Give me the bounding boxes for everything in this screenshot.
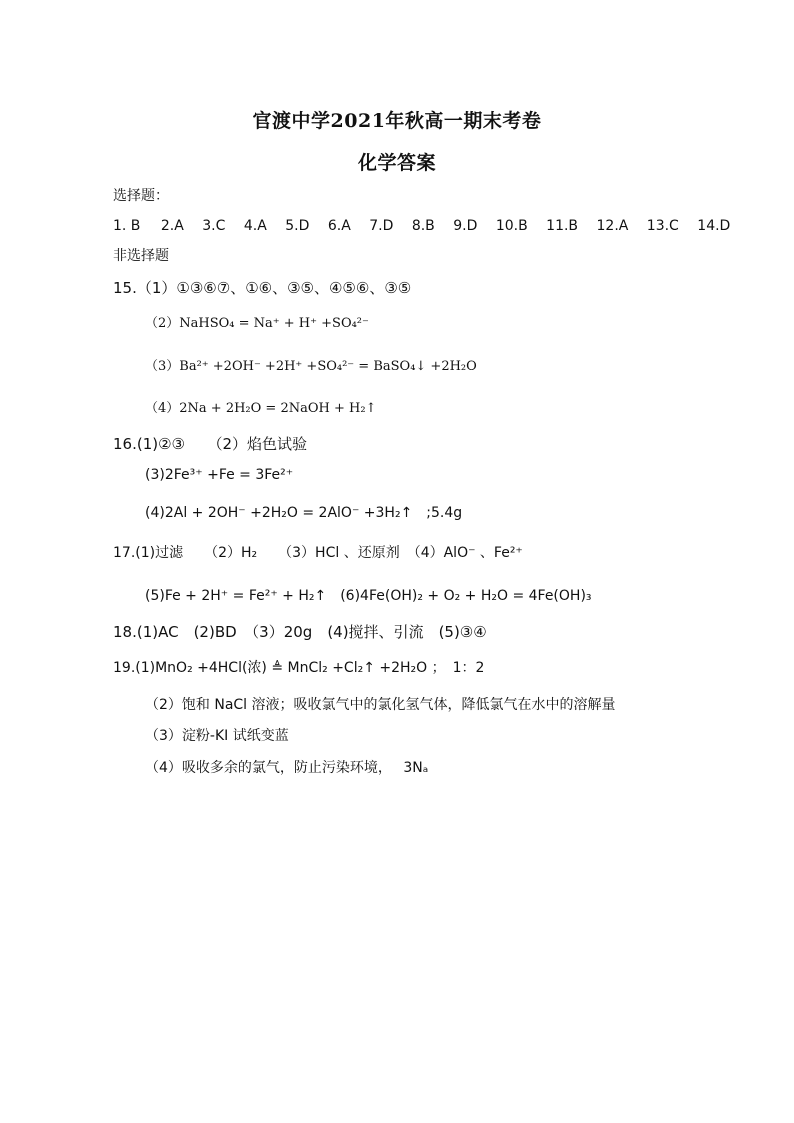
choice-answer: 10.B [495,218,528,234]
q19-part4: （4）吸收多余的氯气，防止污染环境， 3Nₐ [145,760,429,776]
choice-answer: 6.A [327,218,351,234]
q15-part3: （3）Ba²⁺ +2OH⁻ +2H⁺ +SO₄²⁻ = BaSO₄↓ +2H₂O [145,359,477,374]
q19-part3: （3）淀粉-KI 试纸变蓝 [145,728,289,744]
choice-answer: 8.B [411,218,435,234]
choice-answer: 9.D [453,218,478,234]
q16-part1: 16.(1)②③ （2）焰色试验 [113,435,308,453]
choice-answer: 5.D [285,218,310,234]
choice-answer: 13.C [646,218,679,234]
q17-part5: (5)Fe + 2H⁺ = Fe²⁺ + H₂↑ (6)4Fe(OH)₂ + O₂ + H₂O = 4Fe(OH)₃ [145,588,592,604]
choice-answer: 12.A [596,218,629,234]
q19-part2: （2）饱和 NaCl 溶液；吸收氯气中的氯化氢气体，降低氯气在水中的溶解量 [145,697,616,713]
nonchoice-heading: 非选择题 [113,248,169,264]
page-title: 官渡中学2021年秋高一期末考卷 [252,110,542,132]
choice-heading: 选择题： [113,188,169,204]
choice-answer: 2.A [160,218,184,234]
choice-answer: 4.A [243,218,267,234]
q15-part4: （4）2Na + 2H₂O = 2NaOH + H₂↑ [145,401,377,416]
q19-part1: 19.(1)MnO₂ +4HCl(浓) ≜ MnCl₂ +Cl₂↑ +2H₂O ； 1：2 [113,660,485,676]
page-subtitle: 化学答案 [357,152,436,174]
q18-answers: 18.(1)AC (2)BD （3）20g (4)搅拌、引流 (5)③④ [113,623,487,641]
q15-part1: 15.（1）①③⑥⑦、①⑥、③⑤、④⑤⑥、③⑤ [113,279,412,297]
choice-answer: 7.D [369,218,394,234]
choice-answers-row [113,216,730,236]
choice-answer: 14.D [697,218,731,234]
q16-part3: (3)2Fe³⁺ +Fe = 3Fe²⁺ [145,467,294,483]
q15-part2: （2）NaHSO₄ = Na⁺ + H⁺ +SO₄²⁻ [145,316,369,331]
choice-answer: 11.B [546,218,579,234]
q17-part1: 17.(1)过滤 （2）H₂ （3）HCl 、还原剂 （4）AlO⁻ 、Fe²⁺ [113,545,523,561]
q16-part4: (4)2Al + 2OH⁻ +2H₂O = 2AlO⁻ +3H₂↑ ;5.4g [145,505,463,521]
choice-answer: 1. B [113,218,141,234]
choice-answer: 3.C [202,218,226,234]
